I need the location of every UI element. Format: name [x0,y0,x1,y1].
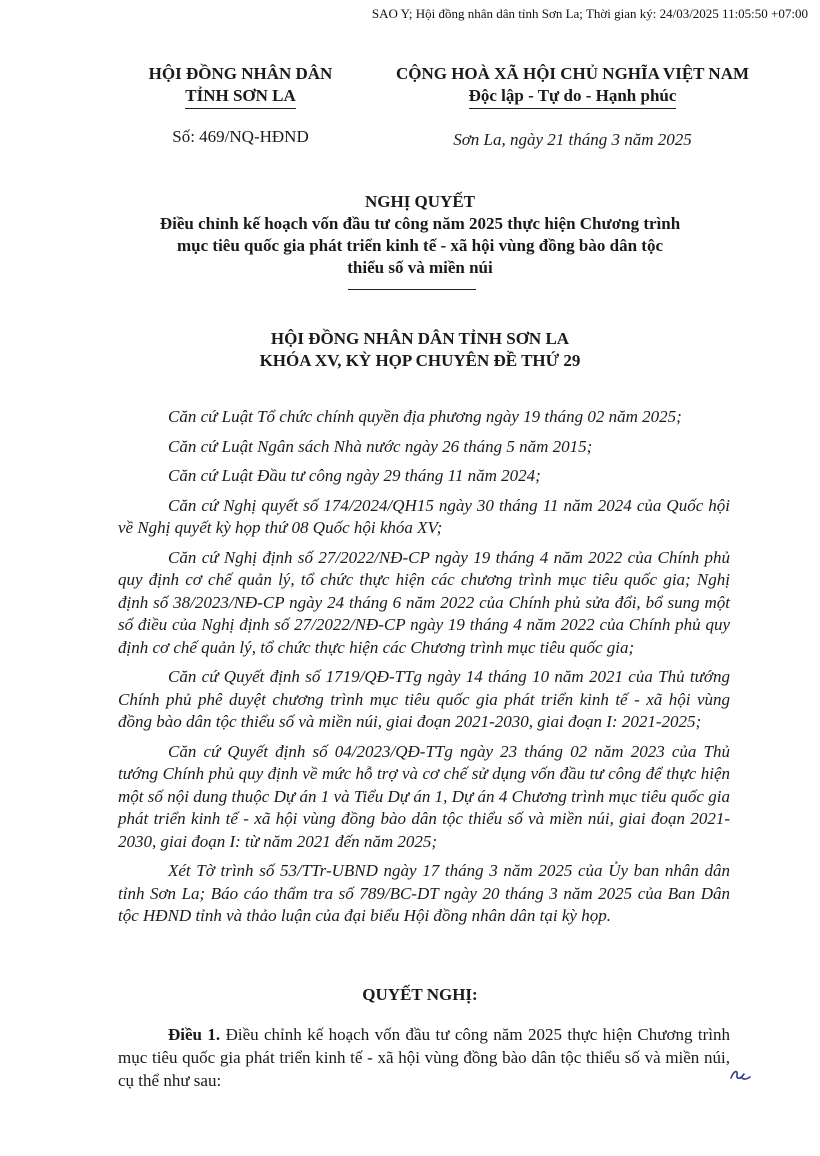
title-line-3: thiểu số và miền núi [347,258,493,277]
legal-basis-paragraph: Căn cứ Nghị quyết số 174/2024/QH15 ngày 30 tháng 11 năm 2024 của Quốc hội về Nghị quyết kỳ họp thứ 08 Quốc hội khóa XV; [118,495,730,537]
article-1-text: Điều chỉnh kế hoạch vốn đầu tư công năm 2025 thực hiện Chương trình mục tiêu quốc gia phát triển kinh tế - xã hội vùng đồng bào dân tộc thiểu số và miền núi, cụ thể như sau: [118,1025,730,1090]
article-1-label: Điều 1. [168,1025,221,1044]
national-header [380,63,765,109]
national-motto: Độc lập - Tự do - Hạnh phúc [469,85,677,109]
council-session: KHÓA XV, KỲ HỌP CHUYÊN ĐỀ THỨ 29 [259,351,581,370]
legal-basis-paragraph: Căn cứ Quyết định số 1719/QĐ-TTg ngày 14 tháng 10 năm 2021 của Thủ tướng Chính phủ phê duyệt chương trình mục tiêu quốc gia phát triển kinh tế - xã hội vùng đồng bào dân tộc thiểu số và miền núi, giai đoạn 2021-2030, giai đoạn I: 2021-2025; [118,667,730,731]
organization-province: TỈNH SƠN LA [185,85,296,109]
title-underline [348,289,476,290]
country-name: CỘNG HOÀ XÃ HỘI CHỦ NGHĨA VIỆT NAM [395,64,750,83]
document-number: Số: 469/NQ-HĐND [172,127,309,146]
handwritten-initial-mark [728,1066,752,1084]
issuing-organization [118,63,363,109]
legal-basis-paragraph: Căn cứ Luật Tổ chức chính quyền địa phương ngày 19 tháng 02 năm 2025; [168,407,682,426]
title-line-2: mục tiêu quốc gia phát triển kinh tế - xã hội vùng đồng bào dân tộc [177,236,663,255]
title-line-1: Điều chỉnh kế hoạch vốn đầu tư công năm 2025 thực hiện Chương trình [159,214,681,233]
document-title [100,191,740,279]
legal-basis-paragraph: Căn cứ Quyết định số 04/2023/QĐ-TTg ngày 23 tháng 02 năm 2023 của Thủ tướng Chính phủ quy định về mức hỗ trợ và cơ chế sử dụng vốn đầu tư công để thực hiện một số nội dung thuộc Dự án 1 và Tiểu Dự án 1, Dự án 4 Chương trình mục tiêu quốc gia phát triển kinh tế - xã hội vùng đồng bào dân tộc thiểu số và miền núi, giai đoạn 2021-2030, giai đoạn I: từ năm 2021 đến năm 2025; [118,741,730,851]
legal-basis-paragraph: Căn cứ Luật Ngân sách Nhà nước ngày 26 tháng 5 năm 2015; [168,436,593,456]
council-name: HỘI ĐỒNG NHÂN DÂN TỈNH SƠN LA [270,329,570,348]
council-heading [100,328,740,372]
article-1-paragraph [118,1023,730,1092]
place-and-date: Sơn La, ngày 21 tháng 3 năm 2025 [453,130,692,149]
article-1 [118,1023,730,1092]
decision-heading: QUYẾT NGHỊ: [362,985,478,1004]
digital-signature-stamp: SAO Y; Hội đồng nhân dân tỉnh Sơn La; Thời gian ký: 24/03/2025 11:05:50 +07:00 [371,6,808,21]
legal-basis-paragraph: Căn cứ Luật Đầu tư công ngày 29 tháng 11 năm 2024; [168,466,541,485]
legal-basis-paragraph: Căn cứ Nghị định số 27/2022/NĐ-CP ngày 19 tháng 4 năm 2022 của Chính phủ quy định cơ chế quản lý, tổ chức thực hiện các chương trình mục tiêu quốc gia; Nghị định số 38/2023/NĐ-CP ngày 24 tháng 6 năm 2022 của Chính phủ sửa đổi, bổ sung một số điều của Nghị định số 27/2022/NĐ-CP ngày 19 tháng 4 năm 2022 của Chính phủ quy định cơ chế quản lý, tổ chức thực hiện các Chương trình mục tiêu quốc gia; [118,547,730,657]
legal-basis-paragraph: Xét Tờ trình số 53/TTr-UBND ngày 17 tháng 3 năm 2025 của Ủy ban nhân dân tỉnh Sơn La; Báo cáo thẩm tra số 789/BC-DT ngày 20 tháng 3 năm 2025 của Ban Dân tộc HĐND tỉnh và thảo luận của đại biểu Hội đồng nhân dân tại kỳ họp. [118,861,730,925]
legal-bases [118,406,730,935]
organization-name: HỘI ĐỒNG NHÂN DÂN [148,64,333,83]
document-type: NGHỊ QUYẾT [364,192,476,211]
